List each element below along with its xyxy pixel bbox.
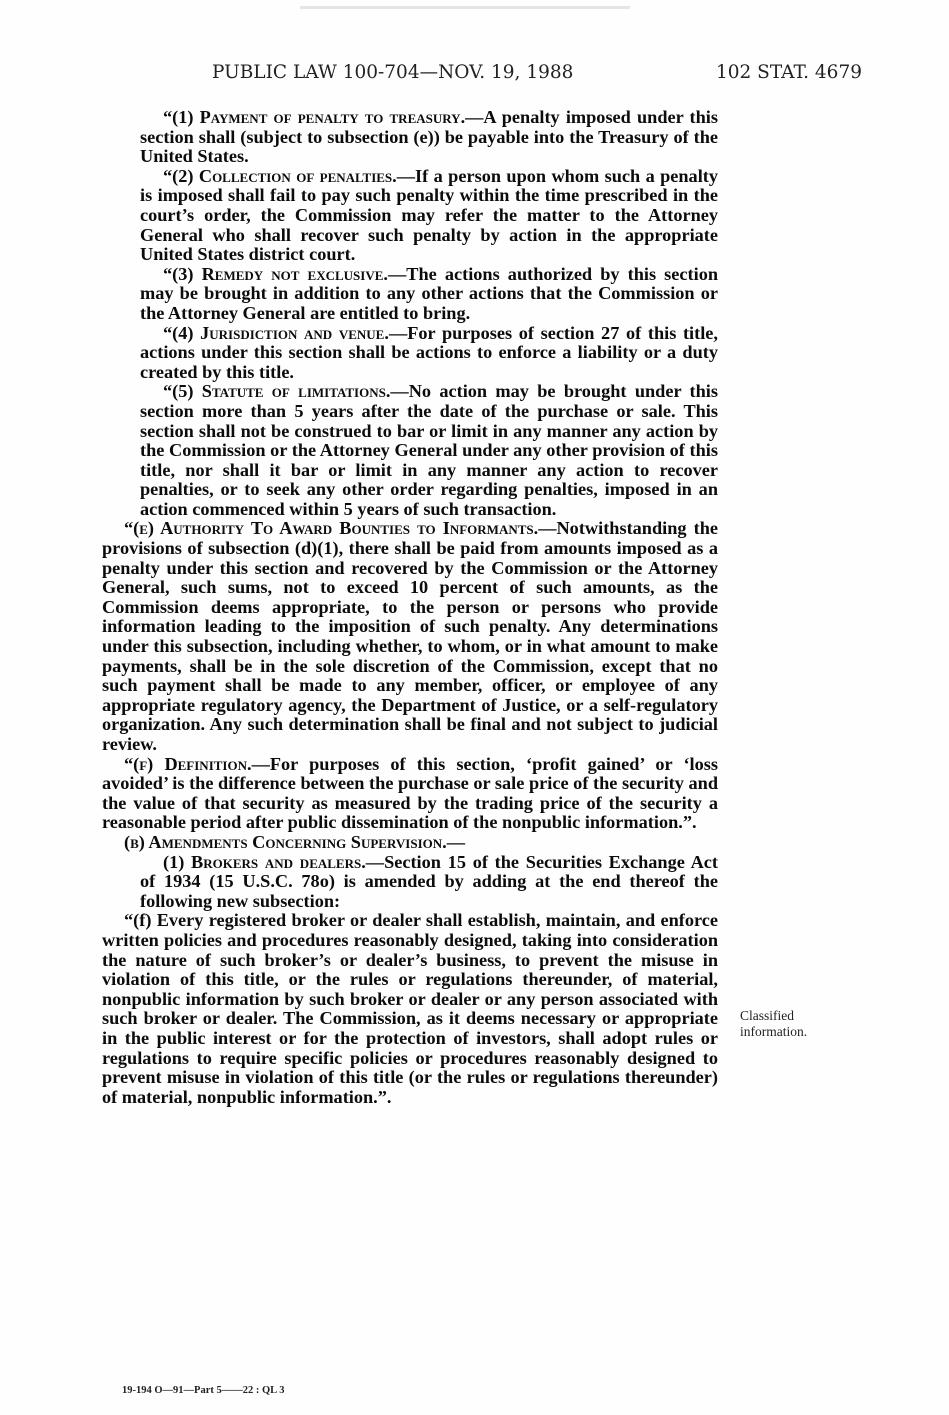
paragraph-heading: “(3) Remedy not exclusive. (163, 263, 388, 284)
paragraph-statute-of-limitations (102, 382, 718, 519)
paragraph-new-subsection-f (102, 911, 718, 1107)
paragraph-text: “(f) Every registered broker or dealer shall establish, maintain, and enforce written policies and procedures reasonably designed, taking into consideration the nature of such broker’s or dealer’s business, to prevent the misuse in violation of this title, or the rules or regulations thereunder, of material, nonpublic information by such broker or dealer or any person associated with such broker or dealer. The Commission, as it deems necessary or appropriate in the public interest or for the protection of investors, shall adopt rules or regulations to require specific policies or procedures reasonably designed to prevent misuse in violation of this title (or the rules or regulations thereunder) of material, nonpublic information.”. (102, 910, 718, 1107)
margin-note-classified-information: Classified information. (740, 1008, 808, 1039)
paragraph-text: —Notwithstanding the provisions of subsection (d)(1), there shall be paid from amounts imposed as a penalty under this section and recovered by the Commission or the Attorney General, such sums, not to exceed 10 percent of such amounts, as the Commission deems appropriate, to the person or persons who provide information leading to the imposition of such penalty. Any determinations under this subsection, including whether, to whom, or in what amount to make payments, shall be in the sole discretion of the Commission, except that no such payment shall be made to any member, officer, or employee of any appropriate regulatory agency, the Department of Justice, or a self-regulatory organization. Any such determination shall be final and not subject to judicial review. (102, 518, 718, 754)
header-law-date: PUBLIC LAW 100-704—NOV. 19, 1988 (212, 62, 574, 83)
paragraph-heading: “(f) Definition. (124, 753, 252, 774)
paragraph-heading: (1) Brokers and dealers. (163, 851, 366, 872)
paragraph-text: —The actions authorized by this section may be brought in addition to any other actions that the Commission or the Attorney General are entitled to bring. (140, 263, 718, 323)
page-footer-code: 19-194 O—91—Part 5——22 : QL 3 (122, 1385, 285, 1396)
paragraph-brokers-and-dealers (102, 853, 718, 912)
paragraph-jurisdiction-and-venue (102, 324, 718, 383)
paragraph-authority-to-award-bounties (102, 519, 718, 754)
paragraph-heading: “(2) Collection of penalties. (163, 165, 397, 186)
paragraph-definition (102, 755, 718, 833)
paragraph-payment-of-penalty (102, 108, 718, 167)
paragraph-heading: “(1) Payment of penalty to treasury. (163, 107, 466, 127)
paragraph-text: —A penalty imposed under this section shall (subject to subsection (e)) be payable into the Treasury of the United States. (140, 107, 718, 167)
scan-artifact (300, 6, 630, 9)
paragraph-text: —For purposes of section 27 of this title, actions under this section shall be actions to enforce a liability or a duty created by this title. (140, 322, 718, 382)
paragraph-collection-of-penalties (102, 167, 718, 265)
paragraph-heading: “(5) Statute of limitations. (163, 381, 391, 402)
paragraph-remedy-not-exclusive (102, 265, 718, 324)
paragraph-text: —No action may be brought under this section more than 5 years after the date of the purchase or sale. This section shall not be construed to bar or limit in any manner any action by the Commission or the Attorney General under any other provision of this title, nor shall it bar or limit in any manner any action to recover penalties, or to seek any other order regarding penalties, imposed in an action commenced within 5 years of such transaction. (140, 381, 718, 519)
header-page-number: 102 STAT. 4679 (715, 62, 862, 83)
paragraph-text: —For purposes of this section, ‘profit gained’ or ‘loss avoided’ is the difference between the purchase or sale price of the security and the value of that security as measured by the trading price of the security a reasonable period after public dissemination of the nonpublic information.”. (102, 753, 718, 833)
paragraph-heading: “(4) Jurisdiction and venue. (163, 322, 389, 343)
body-text (102, 108, 718, 1107)
paragraph-heading: (b) Amendments Concerning Supervision. (124, 831, 447, 852)
paragraph-heading: “(e) Authority To Award Bounties to Informants. (124, 518, 539, 539)
paragraph-text: — (446, 831, 465, 852)
paragraph-text: —Section 15 of the Securities Exchange Act of 1934 (15 U.S.C. 78o) is amended by adding at the end thereof the following new subsection: (140, 851, 718, 911)
paragraph-amendments-concerning-supervision (102, 833, 718, 853)
paragraph-text: —If a person upon whom such a penalty is imposed shall fail to pay such penalty within the time prescribed in the court’s order, the Commission may refer the matter to the Attorney General who shall recover such penalty by action in the appropriate United States district court. (140, 165, 719, 265)
